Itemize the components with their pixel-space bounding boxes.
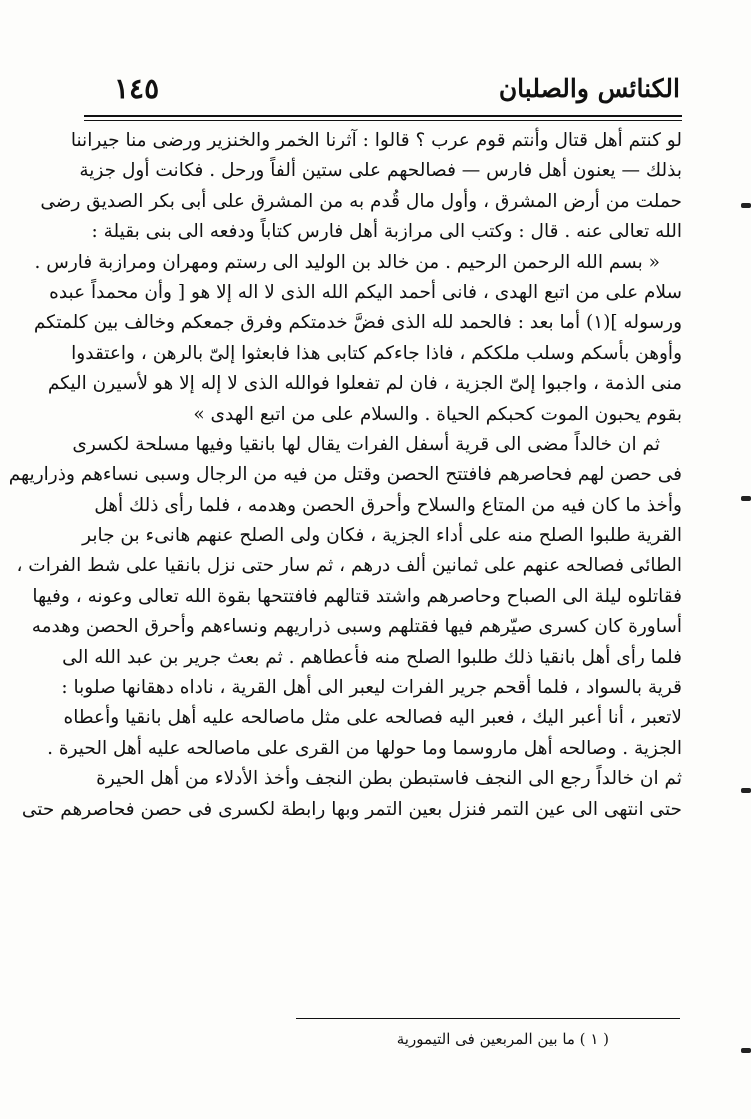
page-number: ١٤٥: [114, 72, 160, 105]
header-rule-thin: [84, 120, 682, 121]
footnote-rule: [296, 1018, 680, 1019]
text-line: بقوم يحبون الموت كحبكم الحياة . والسلام على من اتبع الهدى »: [193, 403, 682, 425]
text-line: حتى انتهى الى عين التمر فنزل بعين التمر وبها رابطة لكسرى فى حصن فحاصرهم حتى: [21, 798, 682, 820]
text-line: سلام على من اتبع الهدى ، فانى أحمد اليكم الله الذى لا اله إلا هو [ وأن محمداً عبده: [49, 281, 682, 303]
text-line: ثم ان خالداً رجع الى النجف فاستبطن بطن النجف وأخذ الأدلاء من أهل الحيرة: [96, 768, 682, 790]
text-line: ثم ان خالداً مضى الى قرية أسفل الفرات يقال لها بانقيا وفيها مسلحة لكسرى: [72, 433, 660, 455]
edge-mark: [741, 496, 751, 501]
text-line: قرية بالسواد ، فلما أقحم جرير الفرات ليعبر الى أهل القرية ، ناداه دهقانها صلوبا :: [61, 677, 682, 699]
text-line: منى الذمة ، واجبوا إلىّ الجزية ، فان لم تفعلوا فوالله الذى لا إله إلا هو لأسيرن اليكم: [47, 373, 682, 395]
page-header: [80, 70, 680, 114]
text-line: وأوهن بأسكم وسلب ملككم ، فاذا جاءكم كتابى هذا فابعثوا إلىّ بالرهن ، واعتقدوا: [71, 342, 682, 364]
edge-mark: [741, 203, 751, 208]
running-title: الكنائس والصلبان: [498, 74, 680, 103]
text-line: الطائى فصالحه عنهم على ثمانين ألف درهم ، ثم سار حتى نزل بانقيا على شط الفرات ،: [16, 555, 682, 577]
text-line: أساورة كان كسرى صيّرهم فيها فقتلهم وسبى ذراريهم ونساءهم وأحرق الحصن وهدمه: [31, 616, 682, 638]
text-line: فلما رأى أهل بانقيا ذلك طلبوا الصلح منه فأعطاهم . ثم بعث جرير بن عبد الله الى: [62, 646, 682, 668]
text-line: لو كنتم أهل قتال وأنتم قوم عرب ؟ قالوا : آثرنا الخمر والخنزير ورضى منا جيراننا: [70, 130, 682, 151]
body-text: [8, 126, 682, 825]
edge-mark: [741, 788, 751, 793]
text-line: الجزية . وصالحه أهل ماروسما وما حولها من القرى على ماصالحه عليه أهل الحيرة .: [47, 737, 682, 759]
text-line: بذلك — يعنون أهل فارس — فصالحهم على ستين ألفاً ورحل . فكانت أول جزية: [79, 160, 682, 182]
edge-mark: [741, 1048, 751, 1053]
text-line: الله تعالى عنه . قال : وكتب الى مرازبة أهل فارس كتاباً ودفعه الى بنى بقيلة :: [91, 221, 682, 243]
header-rule: [84, 115, 682, 117]
text-line: القرية طلبوا الصلح منه على أداء الجزية ، فكان ولى الصلح عنهم هانىء بن جابر: [82, 525, 682, 547]
text-line: ورسوله ](١) أما بعد : فالحمد لله الذى فضَّ خدمتكم وفرق جمعكم وخالف بين كلمتكم: [33, 312, 682, 334]
text-line: فقاتلوه ليلة الى الصباح وحاصرهم واشتد قتالهم فافتتحها بقوة الله تعالى وعونه ، وفيها: [32, 585, 682, 607]
text-line: وأخذ ما كان فيه من المتاع والسلاح وأحرق الحصن وهدمه ، فلما رأى ذلك أهل: [94, 494, 682, 516]
text-line: فى حصن لهم فحاصرهم فافتتح الحصن وقتل من فيه من الرجال وسبى نساءهم وذراريهم: [8, 464, 682, 486]
text-line: لاتعبر ، أنا أعبر اليك ، فعبر اليه فصالحه على مثل ماصالحه عليه أهل بانقيا وأعطاه: [63, 707, 682, 729]
text-line: حملت من أرض المشرق ، وأول مال قُدم به من المشرق على أبى بكر الصديق رضى: [40, 190, 682, 212]
footnote: ( ١ ) ما بين المربعين فى التيمورية: [396, 1030, 609, 1048]
text-line: « بسم الله الرحمن الرحيم . من خالد بن الوليد الى رستم ومهران ومرازبة فارس .: [34, 251, 660, 273]
